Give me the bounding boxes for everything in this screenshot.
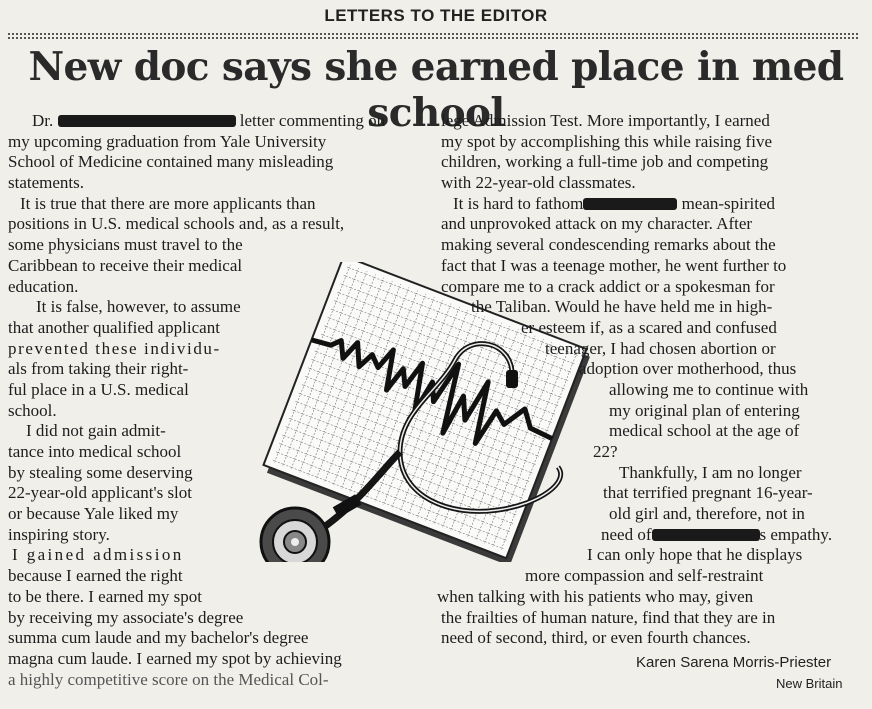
right-text-line: my spot by accomplishing this while raising five <box>441 131 772 151</box>
left-text-line: my upcoming graduation from Yale University <box>8 131 327 151</box>
right-text-line: children, working a full-time job and competing <box>441 152 769 172</box>
left-text-line: Caribbean to receive their medical <box>8 255 243 275</box>
top-dotted-rule-2 <box>8 37 858 39</box>
author-name: Karen Sarena Morris-Priester <box>636 654 832 671</box>
left-text-line: statements. <box>8 173 85 193</box>
right-text-fragment: It is hard to fathom <box>453 193 584 213</box>
right-text-line: allowing me to continue with <box>609 379 809 399</box>
left-text-line: a highly competitive score on the Medical Col- <box>8 669 329 689</box>
right-text-line: more compassion and self-restraint <box>525 566 764 586</box>
left-text-line: I did not gain admit- <box>26 421 166 441</box>
right-text-line: the Taliban. Would he have held me in high- <box>471 297 773 317</box>
redaction-bar <box>583 198 677 210</box>
left-text-line: inspiring story. <box>8 524 110 544</box>
left-text-line: ful place in a U.S. medical <box>8 379 189 399</box>
left-text-line: to be there. I earned my spot <box>8 586 203 606</box>
right-text-line: Thankfully, I am no longer <box>619 462 802 482</box>
right-text-line: medical school at the age of <box>609 421 800 441</box>
left-text-line: by stealing some deserving <box>8 462 193 482</box>
left-text-line: I gained admission <box>12 545 184 565</box>
left-text-line: or because Yale liked my <box>8 504 179 524</box>
headline: New doc says she earned place in med school <box>28 44 844 136</box>
right-text-fragment: need of <box>601 524 652 544</box>
left-text-line: summa cum laude and my bachelor's degree <box>8 628 309 648</box>
left-text-line: that another qualified applicant <box>8 317 220 337</box>
right-text-line: teenager, I had chosen abortion or <box>545 338 776 358</box>
left-text-line: als from taking their right- <box>8 359 189 379</box>
left-text-line: 22-year-old applicant's slot <box>8 483 193 503</box>
right-text-line: making several condescending remarks about the <box>441 235 776 255</box>
right-text-fragment: mean-spirited <box>681 193 776 213</box>
right-text-line: I can only hope that he displays <box>587 545 803 565</box>
right-text-line: lege Admission Test. More importantly, I earned <box>441 111 770 130</box>
right-text-line <box>441 194 832 215</box>
right-text-line: fact that I was a teenage mother, he went further to <box>441 255 787 275</box>
right-text-line: adoption over motherhood, thus <box>579 359 797 379</box>
right-text-line: 22? <box>593 442 618 461</box>
right-text-line: need of second, third, or even fourth chances. <box>441 628 751 648</box>
left-text-line: positions in U.S. medical schools and, as a result, <box>8 214 345 234</box>
right-text-line <box>441 525 832 546</box>
right-text-line: that terrified pregnant 16-year- <box>603 483 813 503</box>
left-line-1 <box>8 111 385 132</box>
left-text-line: some physicians must travel to the <box>8 235 243 255</box>
left-first-word: Dr. <box>32 111 54 130</box>
right-text-line: the frailties of human nature, find that they are in <box>441 607 776 627</box>
right-text-line: when talking with his patients who may, given <box>437 586 754 606</box>
section-title: LETTERS TO THE EDITOR <box>324 6 548 25</box>
left-text-line: magna cum laude. I earned my spot by achieving <box>8 648 342 668</box>
top-dotted-rule <box>8 33 858 35</box>
author-town: New Britain <box>776 676 843 691</box>
left-text-line: because I earned the right <box>8 566 183 586</box>
right-text-line: old girl and, therefore, not in <box>609 504 805 524</box>
right-text-fragment: s empathy. <box>759 524 833 544</box>
left-text-line: education. <box>8 276 79 296</box>
redaction-bar <box>652 529 760 541</box>
right-text-line: and unprovoked attack on my character. After <box>441 214 753 234</box>
left-text-line: by receiving my associate's degree <box>8 607 244 627</box>
left-text-line: It is true that there are more applicants than <box>20 193 316 213</box>
left-text-line: It is false, however, to assume <box>36 297 241 317</box>
redaction-bar <box>58 115 236 127</box>
right-text-line: er esteem if, as a scared and confused <box>521 317 777 337</box>
left-column <box>8 111 385 690</box>
left-text-line: prevented these individu- <box>8 338 221 358</box>
left-text-line: school. <box>8 400 57 420</box>
right-column <box>437 111 833 649</box>
right-text-line: compare me to a crack addict or a spokesman for <box>441 276 775 296</box>
right-text-line: with 22-year-old classmates. <box>441 173 636 193</box>
right-text-line: my original plan of entering <box>609 400 800 420</box>
left-text-line: School of Medicine contained many misleading <box>8 152 334 172</box>
left-text-line: tance into medical school <box>8 442 182 461</box>
left-text-line: letter commenting on <box>239 111 386 130</box>
